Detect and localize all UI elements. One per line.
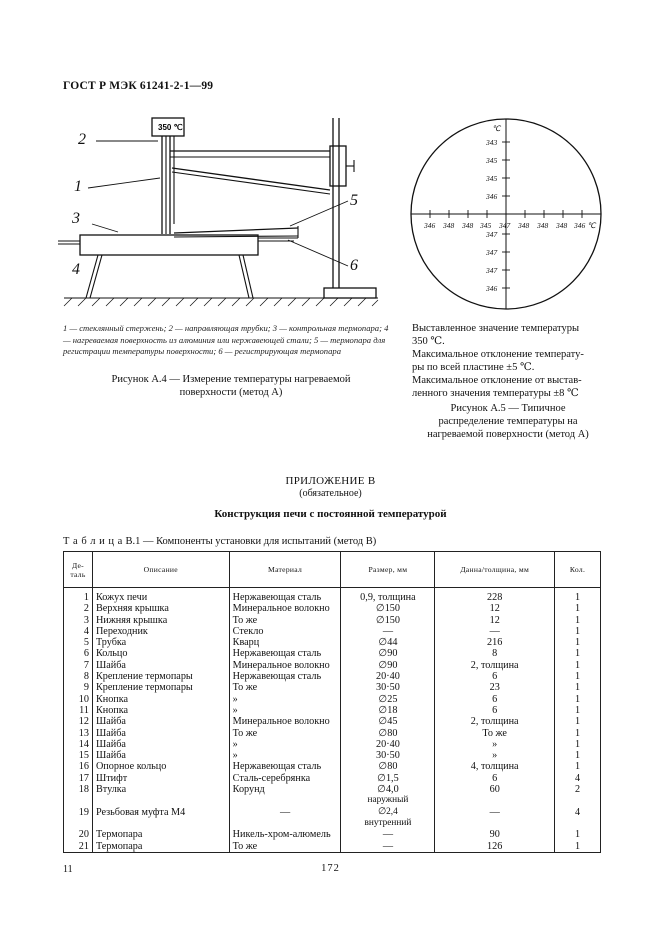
cell-material: Корунд (229, 784, 341, 795)
cell-material: То же (229, 841, 341, 853)
note-line: Максимальное отклонение температу- (412, 349, 584, 360)
table-row (64, 739, 601, 750)
cell-size: 0,9, толщина (341, 588, 435, 604)
figure-a5-caption-line: нагреваемой поверхности (метод А) (427, 429, 589, 440)
cell-size: ∅1,5 (341, 773, 435, 784)
table-row (64, 615, 601, 626)
cell-part-number: 4 (64, 626, 93, 637)
cell-length: 228 (435, 588, 555, 604)
cell-description: Верхняя крышка (92, 603, 229, 614)
cell-description: Шайба (92, 728, 229, 739)
table-row (64, 637, 601, 648)
note-line: ленного значения температуры ±8 ℃ (412, 388, 579, 399)
table-caption (63, 536, 376, 547)
cell-quantity: 1 (555, 637, 601, 648)
cell-description: Шайба (92, 739, 229, 750)
cell-length: 2, толщина (435, 660, 555, 671)
cell-description: Штифт (92, 773, 229, 784)
col-header-material: Материал (229, 552, 341, 588)
cell-length: » (435, 739, 555, 750)
table-caption-text: В.1 — Компоненты установки для испытаний (метод В) (125, 536, 377, 547)
cell-length: » (435, 750, 555, 761)
horizontal-value: 347 (499, 221, 511, 230)
cell-material: То же (229, 615, 341, 626)
cell-description: Кнопка (92, 705, 229, 716)
cell-quantity: 1 (555, 841, 601, 853)
cell-material: Нержавеющая сталь (229, 648, 341, 659)
cell-size: ∅80 (341, 761, 435, 772)
cell-description: Кожух печи (92, 588, 229, 604)
cell-length: То же (435, 728, 555, 739)
table-row (64, 671, 601, 682)
cell-length: 60 (435, 784, 555, 795)
cell-size: ∅80 (341, 728, 435, 739)
cell-material: Стекло (229, 626, 341, 637)
callout-1: 1 (74, 178, 82, 195)
cell-size: ∅45 (341, 716, 435, 727)
cell-description: Крепление термопары (92, 671, 229, 682)
col-header-length: Данна/толщина, мм (435, 552, 555, 588)
cell-quantity: 1 (555, 648, 601, 659)
cell-description: Шайба (92, 750, 229, 761)
figure-a5-caption-line: распределение температуры на (438, 416, 578, 427)
cell-part-number: 9 (64, 682, 93, 693)
table-caption-prefix: Т а б л и ц а (63, 536, 123, 547)
cell-size: ∅18 (341, 705, 435, 716)
cell-material: Сталь-серебрянка (229, 773, 341, 784)
cell-quantity: 1 (555, 615, 601, 626)
cell-quantity: 1 (555, 705, 601, 716)
cell-material: Нержавеющая сталь (229, 588, 341, 604)
cell-material: Нержавеющая сталь (229, 761, 341, 772)
cell-size: — (341, 841, 435, 853)
cell-size: ∅90 (341, 660, 435, 671)
horizontal-value: 345 (480, 221, 492, 230)
unit-label: ℃ (492, 124, 501, 133)
col-header-description: Описание (92, 552, 229, 588)
cell-description: Шайба (92, 660, 229, 671)
note-line: ры по всей пластине ±5 ℃. (412, 362, 535, 373)
cell-part-number: 16 (64, 761, 93, 772)
cell-length: — (435, 626, 555, 637)
cell-size: ∅44 (341, 637, 435, 648)
table-row (64, 648, 601, 659)
cell-length: 23 (435, 682, 555, 693)
figure-a4-caption-line: поверхности (метод А) (179, 387, 283, 398)
vertical-value: 347 (486, 230, 498, 239)
footer-left: 11 (63, 864, 73, 875)
cell-part-number: 17 (64, 773, 93, 784)
figure-a4-drawing (58, 108, 394, 313)
cell-part-number: 8 (64, 671, 93, 682)
figure-a5-caption (412, 402, 604, 441)
cell-material: Нержавеющая сталь (229, 671, 341, 682)
col-header-part: Де-таль (64, 552, 93, 588)
table-row (64, 773, 601, 784)
vertical-value: 347 (486, 248, 498, 257)
cell-length: 90 (435, 829, 555, 840)
figure-a5-caption-line: Рисунок А.5 — Типичное (450, 403, 566, 414)
cell-length: 4, толщина (435, 761, 555, 772)
cell-part-number: 20 (64, 829, 93, 840)
table-row (64, 829, 601, 840)
cell-part-number: 12 (64, 716, 93, 727)
cell-description: Резьбовая муфта М4 (92, 795, 229, 829)
cell-length: 8 (435, 648, 555, 659)
cell-material: Кварц (229, 637, 341, 648)
cell-part-number: 3 (64, 615, 93, 626)
horizontal-value: 348 (556, 221, 568, 230)
cell-material: » (229, 750, 341, 761)
horizontal-value: 348 (462, 221, 474, 230)
cell-description: Кольцо (92, 648, 229, 659)
cell-material: То же (229, 728, 341, 739)
cell-length: 12 (435, 615, 555, 626)
table-row (64, 660, 601, 671)
vertical-value: 346 (486, 192, 498, 201)
appendix-subtitle: (обязательное) (299, 488, 362, 499)
callout-4: 4 (72, 261, 80, 278)
cell-length: 6 (435, 773, 555, 784)
table-row (64, 728, 601, 739)
cell-quantity: 1 (555, 694, 601, 705)
cell-quantity: 1 (555, 829, 601, 840)
table-row (64, 626, 601, 637)
page-number: 172 (321, 863, 340, 874)
cell-quantity: 1 (555, 739, 601, 750)
callout-3: 3 (72, 210, 80, 227)
document-number: ГОСТ Р МЭК 61241-2-1—99 (63, 80, 214, 92)
cell-length: 12 (435, 603, 555, 614)
col-header-size: Размер, мм (341, 552, 435, 588)
table-row (64, 588, 601, 604)
cell-material: Минеральное волокно (229, 716, 341, 727)
cell-size: — (341, 626, 435, 637)
cell-length: 2, толщина (435, 716, 555, 727)
cell-part-number: 21 (64, 841, 93, 853)
cell-quantity: 1 (555, 716, 601, 727)
cell-size: 30·50 (341, 750, 435, 761)
cell-material: То же (229, 682, 341, 693)
cell-description: Трубка (92, 637, 229, 648)
size-line: ∅2,4 (378, 806, 398, 817)
cell-material: Минеральное волокно (229, 603, 341, 614)
cell-size: ∅4,0 (341, 784, 435, 795)
cell-length: 216 (435, 637, 555, 648)
table-header-row (64, 552, 601, 588)
figure-a4-caption (63, 373, 399, 399)
vertical-value: 343 (486, 138, 498, 147)
cell-material: » (229, 739, 341, 750)
size-line: наружный (367, 795, 409, 806)
cell-part-number: 1 (64, 588, 93, 604)
vertical-value: 345 (486, 156, 498, 165)
cell-length: 6 (435, 705, 555, 716)
table-row (64, 750, 601, 761)
cell-description: Крепление термопары (92, 682, 229, 693)
cell-description: Переходник (92, 626, 229, 637)
cell-length: 6 (435, 671, 555, 682)
vertical-value: 347 (486, 266, 498, 275)
cell-part-number: 13 (64, 728, 93, 739)
cell-part-number: 6 (64, 648, 93, 659)
table-row (64, 705, 601, 716)
cell-part-number: 11 (64, 705, 93, 716)
col-header-qty: Кол. (555, 552, 601, 588)
cell-quantity: 2 (555, 784, 601, 795)
callout-5: 5 (350, 192, 358, 209)
horizontal-value: 348 (537, 221, 549, 230)
cell-quantity: 1 (555, 761, 601, 772)
cell-length: 126 (435, 841, 555, 853)
cell-description: Нижняя крышка (92, 615, 229, 626)
table-row (64, 841, 601, 853)
cell-size: 20·40 (341, 739, 435, 750)
cell-size: ∅150 (341, 603, 435, 614)
cell-quantity: 1 (555, 603, 601, 614)
cell-part-number: 5 (64, 637, 93, 648)
cell-size: ∅25 (341, 694, 435, 705)
cell-part-number: 18 (64, 784, 93, 795)
cell-size (341, 795, 435, 829)
cell-quantity: 4 (555, 795, 601, 829)
horizontal-value: 348 (443, 221, 455, 230)
table-body (64, 588, 601, 853)
size-line: внутренний (364, 817, 412, 828)
cell-description: Втулка (92, 784, 229, 795)
components-table (63, 551, 601, 853)
table-row (64, 716, 601, 727)
appendix-title: ПРИЛОЖЕНИЕ В (285, 475, 376, 487)
cell-description: Термопара (92, 829, 229, 840)
display-value: 350 ℃ (158, 123, 183, 132)
figure-a5-distribution (408, 116, 604, 312)
figure-a5-notes (412, 322, 604, 400)
callout-6: 6 (350, 257, 358, 274)
cell-quantity: 1 (555, 728, 601, 739)
cell-part-number: 10 (64, 694, 93, 705)
cell-material: » (229, 694, 341, 705)
note-line: Выставленное значение температуры (412, 323, 580, 334)
cell-size: ∅150 (341, 615, 435, 626)
cell-material: Никель-хром-алюмель (229, 829, 341, 840)
note-line: Максимальное отклонение от выстав- (412, 375, 582, 386)
table-row (64, 784, 601, 795)
table-row (64, 603, 601, 614)
cell-quantity: 4 (555, 773, 601, 784)
figure-a4-legend: 1 — стеклянный стержень; 2 — направляющая трубки; 3 — контрольная термопара; 4 — нагреваемая поверхность из алюминия или нержавеющей стали; 5 — термопара для регистрации температуры поверхности; 6 — регистрирующая термопара (63, 323, 389, 356)
appendix-heading: Конструкция печи с постоянной температурой (214, 508, 447, 520)
cell-description: Опорное кольцо (92, 761, 229, 772)
cell-material: — (229, 795, 341, 829)
cell-quantity: 1 (555, 660, 601, 671)
horizontal-value: 346 ℃ (574, 221, 596, 230)
vertical-value: 346 (486, 284, 498, 293)
cell-description: Шайба (92, 716, 229, 727)
cell-size: — (341, 829, 435, 840)
cell-size: ∅90 (341, 648, 435, 659)
table-row (64, 795, 601, 829)
table-row (64, 761, 601, 772)
cell-part-number: 19 (64, 795, 93, 829)
cell-size: 20·40 (341, 671, 435, 682)
cell-part-number: 7 (64, 660, 93, 671)
cell-size: 30·50 (341, 682, 435, 693)
cell-material: » (229, 705, 341, 716)
cell-part-number: 15 (64, 750, 93, 761)
cell-part-number: 2 (64, 603, 93, 614)
cell-quantity: 1 (555, 682, 601, 693)
horizontal-value: 346 (424, 221, 436, 230)
table-row (64, 694, 601, 705)
cell-description: Термопара (92, 841, 229, 853)
table-row (64, 682, 601, 693)
cell-quantity: 1 (555, 750, 601, 761)
vertical-value: 345 (486, 174, 498, 183)
cell-length: — (435, 795, 555, 829)
note-line: 350 ℃. (412, 336, 445, 347)
figure-a4-caption-line: Рисунок А.4 — Измерение температуры нагреваемой (111, 374, 351, 385)
cell-part-number: 14 (64, 739, 93, 750)
cell-description: Кнопка (92, 694, 229, 705)
cell-quantity: 1 (555, 626, 601, 637)
cell-quantity: 1 (555, 671, 601, 682)
cell-material: Минеральное волокно (229, 660, 341, 671)
cell-length: 6 (435, 694, 555, 705)
callout-2: 2 (78, 131, 86, 148)
cell-quantity: 1 (555, 588, 601, 604)
horizontal-value: 348 (518, 221, 530, 230)
